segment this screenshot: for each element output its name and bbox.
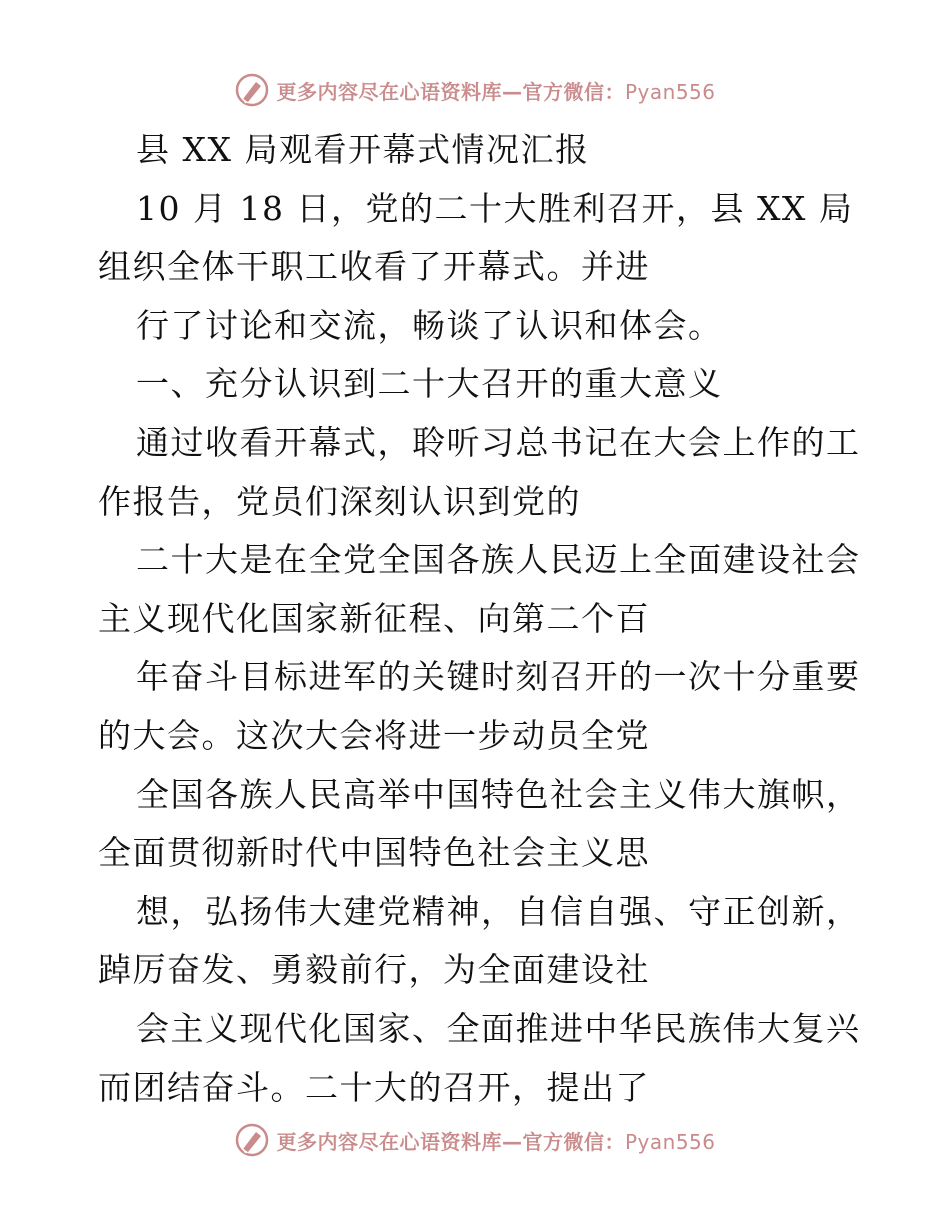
- pen-logo-icon: [234, 72, 270, 108]
- text-line: 组织全体干职工收看了开幕式。并进: [98, 247, 650, 287]
- text-line: 行了讨论和交流，畅谈了认识和体会。: [136, 305, 723, 345]
- text-line: 而团结奋斗。二十大的召开，提出了: [98, 1067, 650, 1107]
- document-title: 县 XX 局观看开幕式情况汇报: [136, 130, 590, 169]
- text-line: 会主义现代化国家、全面推进中华民族伟大复兴: [136, 1008, 861, 1048]
- text-line: 的大会。这次大会将进一步动员全党: [98, 715, 650, 755]
- text-line: 年奋斗目标进军的关键时刻召开的一次十分重要: [136, 657, 861, 697]
- watermark-header: [0, 70, 950, 110]
- text-line: 10 月 18 日，党的二十大胜利召开，县 XX 局: [136, 188, 854, 228]
- pen-logo-icon: [234, 1122, 270, 1158]
- watermark-text: 更多内容尽在心语资料库—官方微信：Pyan556: [276, 1129, 716, 1154]
- text-line: 通过收看开幕式，聆听习总书记在大会上作的工: [136, 422, 861, 462]
- text-line: 全面贯彻新时代中国特色社会主义思: [98, 833, 650, 873]
- text-line: 全国各族人民高举中国特色社会主义伟大旗帜，: [136, 774, 861, 814]
- document-body: [98, 121, 861, 1117]
- text-line: 一、充分认识到二十大召开的重大意义: [136, 364, 723, 404]
- text-line: 主义现代化国家新征程、向第二个百: [98, 598, 650, 638]
- text-line: 想，弘扬伟大建党精神，自信自强、守正创新，: [136, 891, 861, 931]
- watermark-footer: [0, 1120, 950, 1160]
- watermark-text: 更多内容尽在心语资料库—官方微信：Pyan556: [276, 79, 716, 104]
- text-line: 二十大是在全党全国各族人民迈上全面建设社会: [136, 540, 861, 580]
- text-line: 作报告，党员们深刻认识到党的: [98, 481, 581, 521]
- text-line: 踔厉奋发、勇毅前行，为全面建设社: [98, 950, 650, 990]
